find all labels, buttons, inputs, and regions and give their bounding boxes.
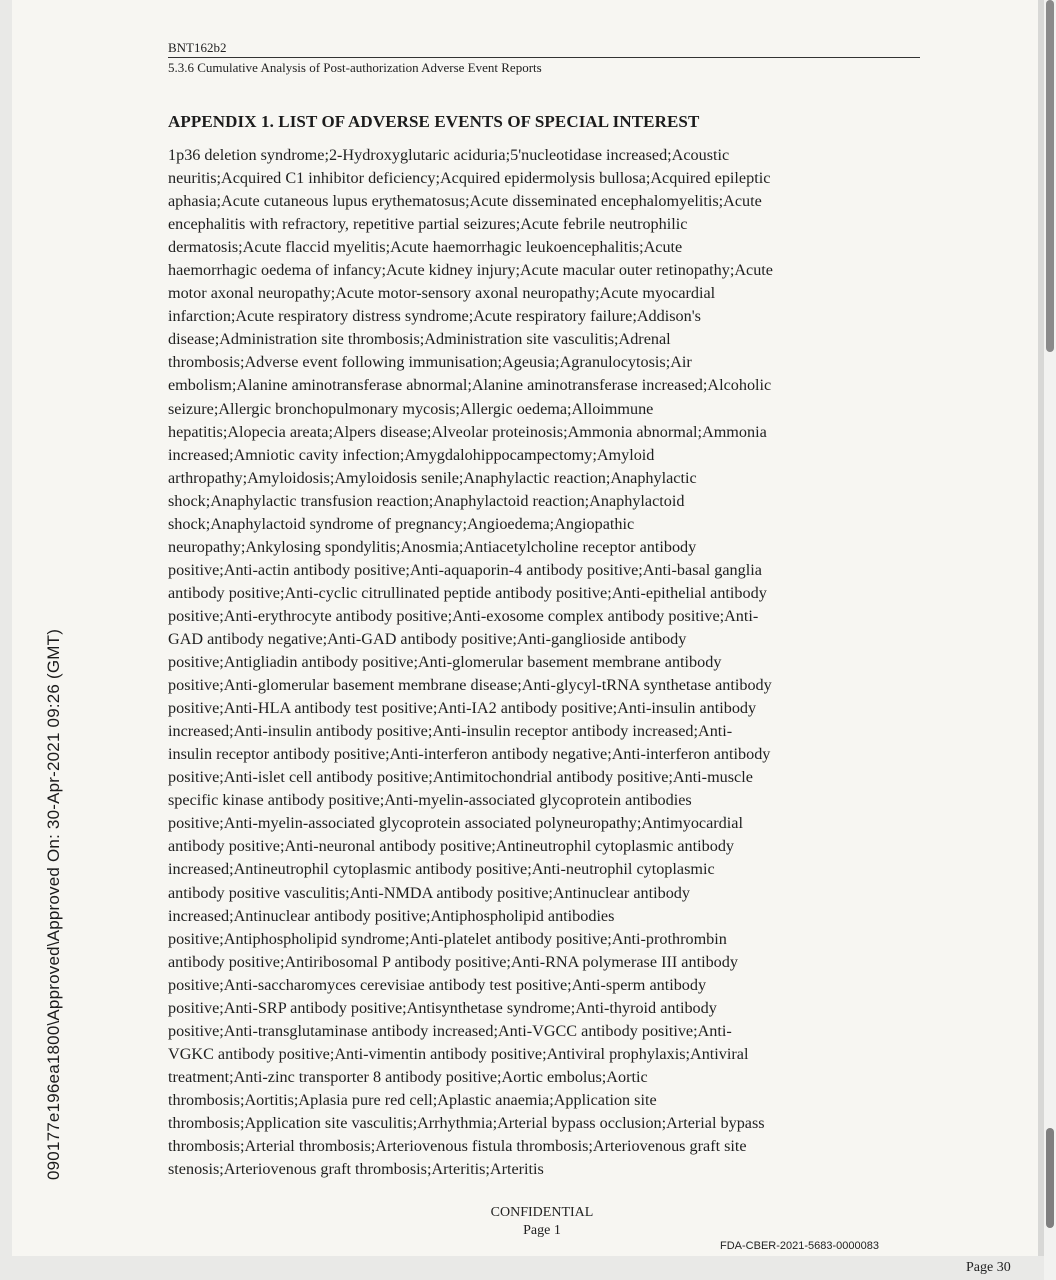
body-text-line: specific kinase antibody positive;Anti-myelin-associated glycoprotein antibodies bbox=[168, 791, 692, 810]
body-text-line: hepatitis;Alopecia areata;Alpers disease;Alveolar proteinosis;Ammonia abnormal;Ammonia bbox=[168, 422, 767, 441]
body-text-line: seizure;Allergic bronchopulmonary mycosis;Allergic oedema;Alloimmune bbox=[168, 399, 654, 418]
body-text-line: stenosis;Arteriovenous graft thrombosis;Arteritis;Arteritis bbox=[168, 1160, 544, 1179]
body-text-line: thrombosis;Adverse event following immunisation;Ageusia;Agranulocytosis;Air bbox=[168, 353, 692, 372]
body-text-line: thrombosis;Aortitis;Aplasia pure red cell;Aplastic anaemia;Application site bbox=[168, 1090, 657, 1109]
body-text-line: embolism;Alanine aminotransferase abnormal;Alanine aminotransferase increased;Alcoholic bbox=[168, 376, 772, 395]
fda-document-id: FDA-CBER-2021-5683-0000083 bbox=[720, 1240, 879, 1252]
body-text-line: increased;Amniotic cavity infection;Amygdalohippocampectomy;Amyloid bbox=[168, 445, 655, 464]
body-text-line: positive;Anti-actin antibody positive;Anti-aquaporin-4 antibody positive;Anti-basal ganglia bbox=[168, 560, 762, 579]
footer-page-label: Page 1 bbox=[523, 1223, 561, 1238]
body-text-line: disease;Administration site thrombosis;Administration site vasculitis;Adrenal bbox=[168, 330, 671, 349]
approval-stamp: 090177e196ea1800\Approved\Approved On: 30-Apr-2021 09:26 (GMT) bbox=[44, 628, 63, 1180]
body-text-line: positive;Anti-transglutaminase antibody increased;Anti-VGCC antibody positive;Anti- bbox=[168, 1021, 732, 1040]
section-title: 5.3.6 Cumulative Analysis of Post-authorization Adverse Event Reports bbox=[168, 57, 920, 77]
confidential-label: CONFIDENTIAL bbox=[490, 1205, 594, 1220]
body-text-line: positive;Anti-islet cell antibody positive;Antimitochondrial antibody positive;Anti-muscle bbox=[168, 768, 753, 787]
body-text-line: arthropathy;Amyloidosis;Amyloidosis senile;Anaphylactic reaction;Anaphylactic bbox=[168, 468, 697, 487]
body-text-line: shock;Anaphylactoid syndrome of pregnancy;Angioedema;Angiopathic bbox=[168, 514, 635, 533]
page-footer bbox=[440, 1204, 644, 1240]
body-text-line: antibody positive;Anti-neuronal antibody positive;Antineutrophil cytoplasmic antibody bbox=[168, 837, 735, 856]
body-text-line: positive;Antiphospholipid syndrome;Anti-platelet antibody positive;Anti-prothrombin bbox=[168, 929, 727, 948]
body-text-line: positive;Anti-glomerular basement membrane disease;Anti-glycyl-tRNA synthetase antibody bbox=[168, 676, 772, 695]
body-text-line: motor axonal neuropathy;Acute motor-sensory axonal neuropathy;Acute myocardial bbox=[168, 284, 716, 303]
scrollbar-thumb[interactable] bbox=[1046, 0, 1054, 352]
appendix-title: APPENDIX 1. LIST OF ADVERSE EVENTS OF SPECIAL INTEREST bbox=[168, 112, 700, 131]
adverse-events-list bbox=[168, 144, 928, 1181]
body-text-line: antibody positive vasculitis;Anti-NMDA antibody positive;Antinuclear antibody bbox=[168, 883, 690, 902]
body-text-line: neuropathy;Ankylosing spondylitis;Anosmia;Antiacetylcholine receptor antibody bbox=[168, 537, 697, 556]
body-text-line: increased;Antineutrophil cytoplasmic antibody positive;Anti-neutrophil cytoplasmic bbox=[168, 860, 715, 879]
body-text-line: neuritis;Acquired C1 inhibitor deficiency;Acquired epidermolysis bullosa;Acquired epileptic bbox=[168, 169, 771, 188]
body-text-line: positive;Anti-myelin-associated glycoprotein associated polyneuropathy;Antimyocardial bbox=[168, 814, 743, 833]
body-text-line: thrombosis;Application site vasculitis;Arrhythmia;Arterial bypass occlusion;Arterial bypass bbox=[168, 1113, 765, 1132]
body-text-line: encephalitis with refractory, repetitive partial seizures;Acute febrile neutrophilic bbox=[168, 215, 688, 234]
body-text-line: antibody positive;Antiribosomal P antibody positive;Anti-RNA polymerase III antibody bbox=[168, 952, 738, 971]
body-text-line: shock;Anaphylactic transfusion reaction;Anaphylactoid reaction;Anaphylactoid bbox=[168, 491, 685, 510]
viewer-page-number: Page 30 bbox=[966, 1260, 1011, 1275]
document-code: BNT162b2 bbox=[168, 40, 227, 55]
body-text-line: thrombosis;Arterial thrombosis;Arteriovenous fistula thrombosis;Arteriovenous graft site bbox=[168, 1137, 747, 1156]
body-text-line: increased;Anti-insulin antibody positive;Anti-insulin receptor antibody increased;Anti- bbox=[168, 722, 733, 741]
body-text-line: GAD antibody negative;Anti-GAD antibody positive;Anti-ganglioside antibody bbox=[168, 629, 687, 648]
body-text-line: treatment;Anti-zinc transporter 8 antibody positive;Aortic embolus;Aortic bbox=[168, 1067, 648, 1086]
body-text-line: positive;Anti-saccharomyces cerevisiae antibody test positive;Anti-sperm antibody bbox=[168, 975, 707, 994]
document-header bbox=[168, 40, 920, 77]
body-text-line: aphasia;Acute cutaneous lupus erythematosus;Acute disseminated encephalomyelitis;Acute bbox=[168, 192, 762, 211]
body-text-line: positive;Anti-SRP antibody positive;Antisynthetase syndrome;Anti-thyroid antibody bbox=[168, 998, 717, 1017]
body-text-line: positive;Anti-erythrocyte antibody positive;Anti-exosome complex antibody positive;Anti- bbox=[168, 606, 759, 625]
scrollbar-lower-handle[interactable] bbox=[1046, 1128, 1054, 1228]
body-text-line: dermatosis;Acute flaccid myelitis;Acute haemorrhagic leukoencephalitis;Acute bbox=[168, 238, 683, 257]
body-text-line: increased;Antinuclear antibody positive;Antiphospholipid antibodies bbox=[168, 906, 615, 925]
body-text-line: insulin receptor antibody positive;Anti-interferon antibody negative;Anti-interferon antibody bbox=[168, 745, 771, 764]
body-text-line: antibody positive;Anti-cyclic citrullinated peptide antibody positive;Anti-epithelial antibody bbox=[168, 583, 767, 602]
body-text-line: positive;Anti-HLA antibody test positive;Anti-IA2 antibody positive;Anti-insulin antibody bbox=[168, 699, 757, 718]
body-text-line: 1p36 deletion syndrome;2-Hydroxyglutaric aciduria;5'nucleotidase increased;Acoustic bbox=[168, 146, 730, 164]
body-text-line: positive;Antigliadin antibody positive;Anti-glomerular basement membrane antibody bbox=[168, 653, 722, 672]
body-text-line: infarction;Acute respiratory distress syndrome;Acute respiratory failure;Addison's bbox=[168, 307, 701, 326]
body-text-line: haemorrhagic oedema of infancy;Acute kidney injury;Acute macular outer retinopathy;Acute bbox=[168, 261, 773, 280]
body-text-line: VGKC antibody positive;Anti-vimentin antibody positive;Antiviral prophylaxis;Antiviral bbox=[168, 1044, 749, 1063]
